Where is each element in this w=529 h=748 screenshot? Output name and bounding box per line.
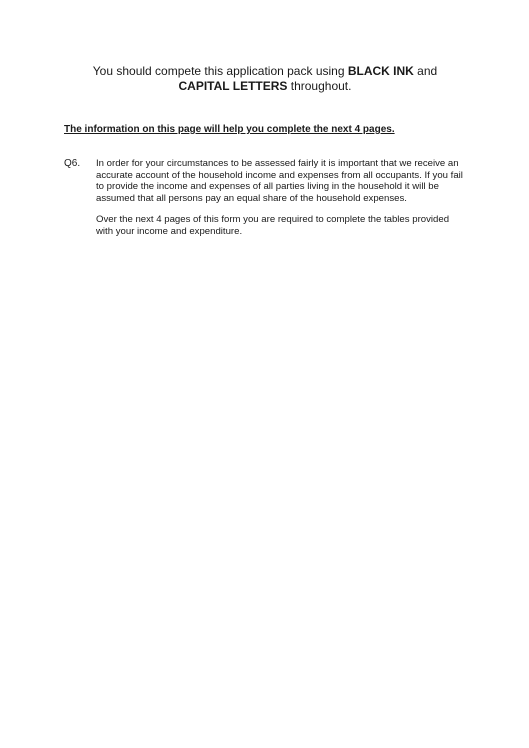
question-paragraph-1: In order for your circumstances to be assessed fairly it is important that we receive an accurate account of the household income and expenses from all occupants. If you fail to provide the income and expenses of all parties living in the household it will be assumed that all persons pay an equal share of the household expenses. (96, 158, 463, 204)
question-body (96, 158, 466, 247)
intro-text-part2: and (413, 64, 438, 78)
intro-instructions (60, 64, 470, 94)
intro-text-part1: You should compete this application pack using (92, 64, 348, 78)
question-number: Q6. (64, 158, 81, 169)
intro-emphasis-capital-letters: CAPITAL LETTERS (178, 79, 288, 93)
intro-emphasis-black-ink: BLACK INK (347, 64, 414, 78)
intro-text-part3: throughout. (287, 79, 352, 93)
question-paragraph-2: Over the next 4 pages of this form you are required to complete the tables provided with your income and expenditure. (96, 214, 450, 237)
guide-heading: The information on this page will help you complete the next 4 pages. (64, 124, 395, 135)
